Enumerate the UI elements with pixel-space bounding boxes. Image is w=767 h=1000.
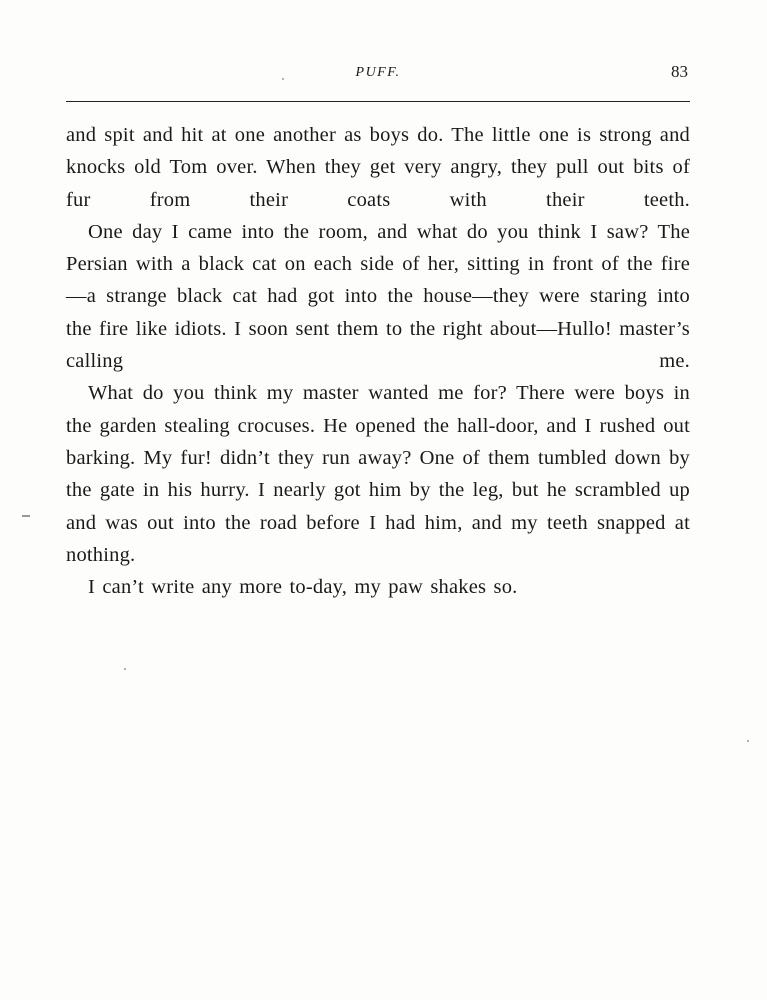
running-title: PUFF. xyxy=(355,65,401,80)
scan-speck xyxy=(747,740,749,742)
paragraph-3: What do you think my master wanted me for? There were boys in the garden stealing crocuses. He opened the hall-door, and I rushed out barking. My fur! didn’t they run away? One of them tumbled down by the gate in his hurry. I nearly got him by the leg, but he scrambled up and was out into the road before I had him, and my teeth snapped at nothing. xyxy=(66,382,690,566)
paragraph-1: and spit and hit at one another as boys do. The little one is strong and knocks old Tom over. When they get very angry, they pull out bits of fur from their coats with their teeth. xyxy=(66,124,690,211)
scan-speck xyxy=(22,515,30,517)
running-header xyxy=(66,62,690,92)
paragraph-2: One day I came into the room, and what do you think I saw? The Persian with a black cat on each side of her, sitting in front of the fire—a strange black cat had got into the house—they were staring into the fire like idiots. I soon sent them to the right about—Hullo! master’s calling me. xyxy=(66,220,690,373)
header-rule xyxy=(66,101,690,102)
page-number: 83 xyxy=(671,62,688,81)
body-text xyxy=(66,119,690,603)
paragraph-4: I can’t write any more to-day, my paw shakes so. xyxy=(88,576,518,599)
scan-speck xyxy=(124,668,126,670)
scan-speck xyxy=(282,78,284,80)
